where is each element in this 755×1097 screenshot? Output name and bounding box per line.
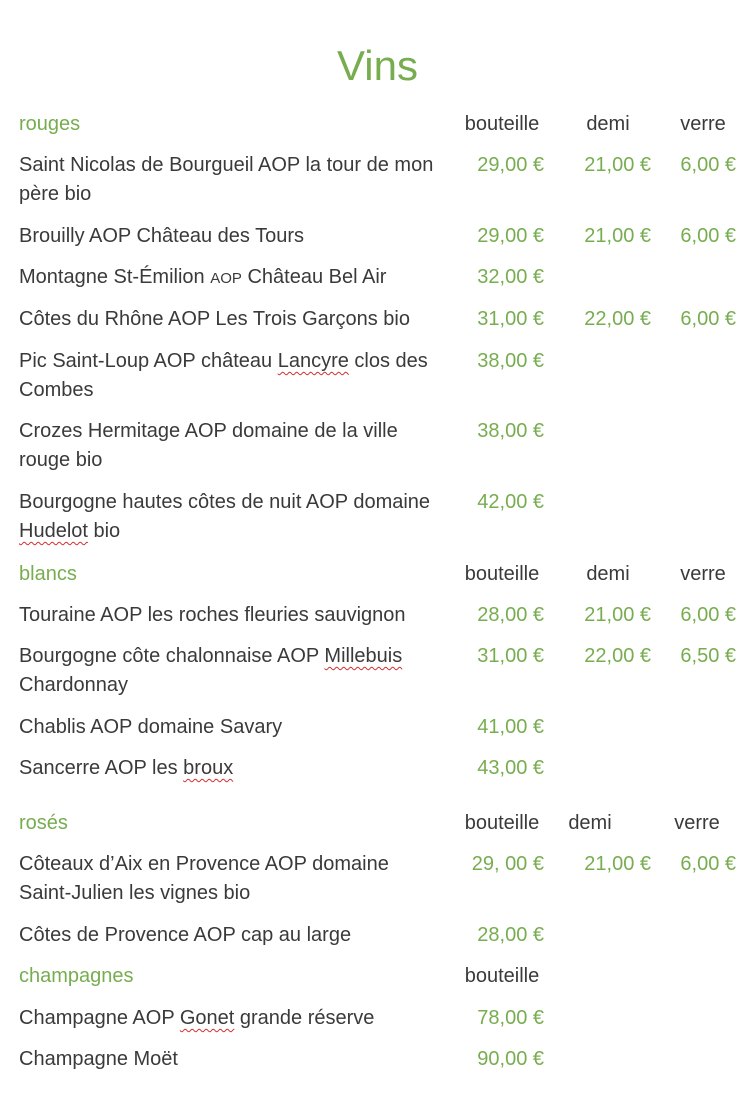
- wine-name: Pic Saint-Loup AOP château Lancyre clos des Combes: [19, 350, 428, 401]
- column-header-half: demi: [586, 563, 630, 585]
- price-bottle: 38,00 €: [477, 350, 544, 372]
- column-header-bottle: bouteille: [464, 812, 540, 834]
- price-glass: 6,00 €: [680, 604, 736, 626]
- category-label: rouges: [19, 113, 81, 135]
- price-glass: 6,00 €: [680, 225, 736, 247]
- wine-name: Côteaux d’Aix en Provence AOP domaine Saint-Julien les vignes bio: [19, 853, 389, 904]
- wine-name: Bourgogne hautes côtes de nuit AOP domaine Hudelot bio: [19, 491, 431, 542]
- price-bottle: 29,00 €: [477, 154, 544, 176]
- column-header-bottle: bouteille: [464, 113, 540, 135]
- column-header-bottle: bouteille: [464, 965, 540, 987]
- column-header-bottle: bouteille: [464, 563, 540, 585]
- column-header-half: demi: [586, 113, 630, 135]
- page-title: Vins: [337, 42, 418, 89]
- price-bottle: 31,00 €: [477, 645, 544, 667]
- price-bottle: 28,00 €: [477, 924, 544, 946]
- wine-name: Sancerre AOP les broux: [19, 757, 234, 779]
- price-bottle: 29, 00 €: [471, 853, 544, 875]
- wine-name: Champagne AOP Gonet grande réserve: [19, 1007, 375, 1029]
- price-bottle: 90,00 €: [477, 1048, 544, 1070]
- category-label: champagnes: [19, 965, 134, 987]
- wine-name: Montagne St-Émilion AOP Château Bel Air: [19, 266, 387, 288]
- wine-name: Touraine AOP les roches fleuries sauvignon: [19, 604, 406, 626]
- price-bottle: 29,00 €: [477, 225, 544, 247]
- price-half: 22,00 €: [584, 645, 651, 667]
- price-bottle: 31,00 €: [477, 308, 544, 330]
- price-glass: 6,00 €: [680, 154, 736, 176]
- column-header-glass: verre: [680, 113, 726, 135]
- price-half: 21,00 €: [584, 225, 651, 247]
- wine-name: Côtes du Rhône AOP Les Trois Garçons bio: [19, 308, 410, 330]
- price-half: 22,00 €: [584, 308, 651, 330]
- price-glass: 6,50 €: [680, 645, 736, 667]
- price-half: 21,00 €: [584, 604, 651, 626]
- price-bottle: 32,00 €: [477, 266, 544, 288]
- price-half: 21,00 €: [584, 853, 651, 875]
- price-bottle: 41,00 €: [477, 716, 544, 738]
- price-bottle: 42,00 €: [477, 491, 544, 513]
- column-header-glass: verre: [674, 812, 720, 834]
- wine-name: Brouilly AOP Château des Tours: [19, 225, 304, 247]
- price-bottle: 43,00 €: [477, 757, 544, 779]
- column-header-glass: verre: [680, 563, 726, 585]
- wine-name: Champagne Moët: [19, 1048, 178, 1070]
- wine-name: Côtes de Provence AOP cap au large: [19, 924, 352, 946]
- wine-name: Saint Nicolas de Bourgueil AOP la tour de mon père bio: [19, 154, 434, 205]
- column-header-half: demi: [568, 812, 612, 834]
- price-glass: 6,00 €: [680, 308, 736, 330]
- price-bottle: 78,00 €: [477, 1007, 544, 1029]
- price-bottle: 28,00 €: [477, 604, 544, 626]
- wine-name: Chablis AOP domaine Savary: [19, 716, 283, 738]
- category-label: blancs: [19, 563, 77, 585]
- price-glass: 6,00 €: [680, 853, 736, 875]
- wine-name: Bourgogne côte chalonnaise AOP Millebuis Chardonnay: [19, 645, 403, 696]
- price-half: 21,00 €: [584, 154, 651, 176]
- category-label: rosés: [19, 812, 68, 834]
- price-bottle: 38,00 €: [477, 420, 544, 442]
- wine-name: Crozes Hermitage AOP domaine de la ville rouge bio: [19, 420, 398, 471]
